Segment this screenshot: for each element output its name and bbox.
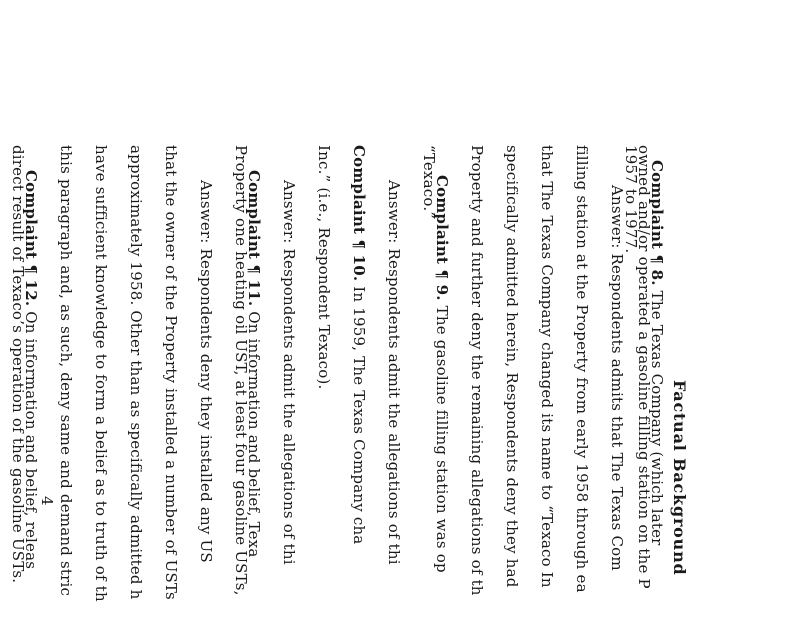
line-text: Property one heating oil UST, at least four gasoline USTs, bbox=[232, 145, 250, 596]
line-text: Inc.” (i.e., Respondent Texaco). bbox=[315, 145, 333, 390]
paragraph-lead: Complaint ¶ 11. bbox=[245, 170, 263, 307]
body-line bbox=[434, 175, 450, 573]
body-line bbox=[469, 145, 485, 596]
line-text: “Texaco.” bbox=[420, 145, 438, 220]
body-line bbox=[163, 145, 179, 600]
line-text: 1957 to 1977. bbox=[622, 145, 640, 254]
paragraph-lead: Complaint ¶ 10. bbox=[350, 145, 368, 282]
body-line bbox=[58, 145, 74, 596]
line-text: owned and/or operated a gasoline filling station on the P bbox=[635, 145, 653, 589]
body-line bbox=[574, 145, 590, 593]
body-line bbox=[198, 180, 214, 563]
section-heading: Factual Background bbox=[670, 380, 689, 576]
line-text: this paragraph and, as such, deny same and demand stric bbox=[57, 145, 75, 597]
body-line bbox=[316, 145, 332, 389]
paragraph-lead: Complaint ¶ 9. bbox=[433, 175, 451, 301]
line-text: Answer: Respondents admit the allegations of thi bbox=[280, 180, 298, 565]
body-line bbox=[128, 145, 144, 600]
line-text: The gasoline filling station was op bbox=[433, 300, 451, 573]
page-number: 4 bbox=[38, 496, 56, 506]
line-text: filling station at the Property from early 1958 through ea bbox=[573, 145, 591, 593]
body-line bbox=[93, 145, 109, 602]
body-line bbox=[421, 145, 437, 219]
body-line bbox=[386, 180, 402, 565]
line-text: specifically admitted herein, Respondents deny they had bbox=[503, 145, 521, 588]
line-text: On information and belief, releas bbox=[22, 306, 40, 570]
line-text: that the owner of the Property installed a number of USTs bbox=[162, 145, 180, 600]
line-text: In 1959, The Texas Company cha bbox=[350, 281, 368, 545]
line-text: approximately 1958. Other than as specifically admitted h bbox=[127, 145, 145, 600]
body-line bbox=[281, 180, 297, 565]
line-text: that The Texas Company changed its name to “Texaco In bbox=[538, 145, 556, 588]
line-text: Answer: Respondents admits that The Texas Com bbox=[608, 185, 626, 571]
body-line bbox=[351, 145, 367, 544]
line-text: direct result of Texaco’s operation of the gasoline USTs. bbox=[9, 145, 27, 584]
line-text: have sufficient knowledge to form a belief as to truth of th bbox=[92, 145, 110, 602]
line-text: Answer: Respondents admit the allegations of thi bbox=[385, 180, 403, 565]
paragraph-lead: Complaint ¶ 12. bbox=[22, 170, 40, 307]
paragraph-lead: Complaint ¶ 8. bbox=[648, 160, 666, 286]
body-line bbox=[504, 145, 520, 588]
line-text: On information and belief, Texa bbox=[245, 306, 263, 558]
body-line bbox=[10, 145, 26, 583]
body-line bbox=[539, 145, 555, 588]
line-text: The Texas Company (which later bbox=[648, 285, 666, 546]
line-text: Answer: Respondents deny they installed any US bbox=[197, 180, 215, 563]
body-line bbox=[609, 185, 625, 571]
body-line bbox=[233, 145, 249, 596]
line-text: Property and further deny the remaining allegations of th bbox=[468, 145, 486, 596]
